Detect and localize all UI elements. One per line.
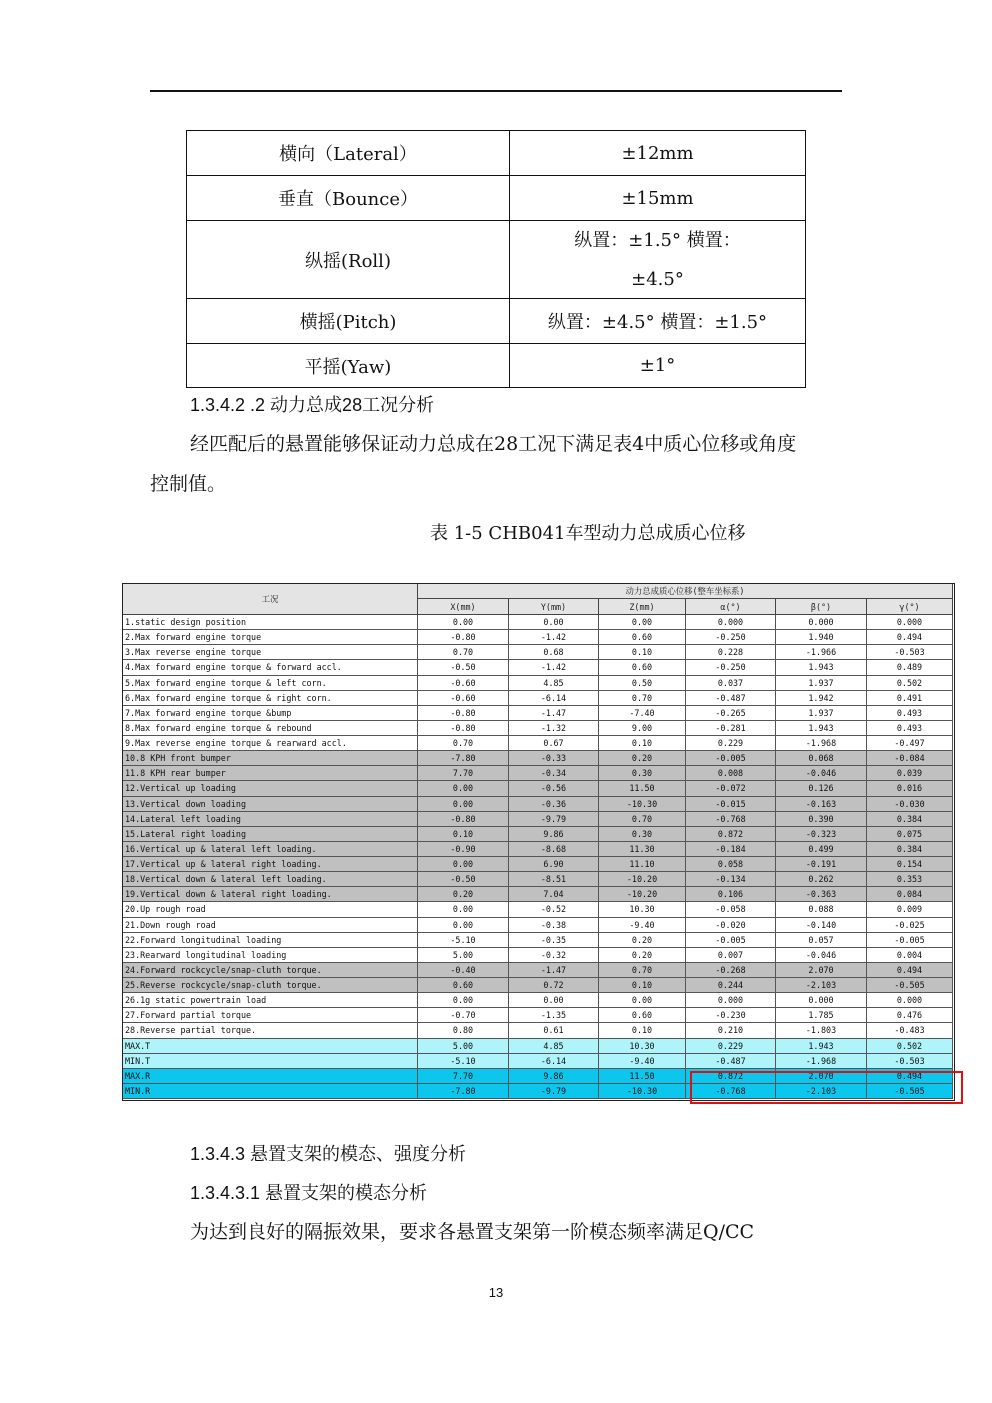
value-cell: -1.42 <box>509 660 599 674</box>
value-cell: 9.86 <box>509 1069 599 1083</box>
value-cell: 6.90 <box>509 857 599 871</box>
table-row <box>123 766 953 781</box>
case-label-cell: MAX.T <box>123 1039 418 1053</box>
case-label-cell: 8.Max forward engine torque & rebound <box>123 721 418 735</box>
table-row <box>123 872 953 887</box>
value-cell: -8.68 <box>509 842 599 856</box>
value-cell: 9.00 <box>599 721 686 735</box>
value-cell: 0.10 <box>599 645 686 659</box>
value-cell: 9.86 <box>509 827 599 841</box>
paragraph-line: 为达到良好的隔振效果，要求各悬置支架第一阶模态频率满足Q/CC <box>190 1221 755 1243</box>
value-cell: -0.250 <box>686 660 776 674</box>
value-cell: -10.30 <box>599 797 686 811</box>
case-label-cell: 6.Max forward engine torque & right corn. <box>123 691 418 705</box>
case-label-cell: 4.Max forward engine torque & forward accl. <box>123 660 418 674</box>
table-row <box>123 676 953 691</box>
case-label-cell: 16.Vertical up & lateral left loading. <box>123 842 418 856</box>
value-cell: -0.80 <box>418 630 509 644</box>
table-row <box>123 1054 953 1069</box>
value-cell: 0.00 <box>509 993 599 1007</box>
column-header-case: 工况 <box>123 584 418 615</box>
value-cell: 10.30 <box>599 1039 686 1053</box>
limits-row-bounce <box>187 176 805 221</box>
case-label-cell: 27.Forward partial torque <box>123 1008 418 1022</box>
case-label-cell: MIN.R <box>123 1084 418 1098</box>
value-cell: -2.103 <box>776 978 867 992</box>
case-label-cell: 19.Vertical down & lateral right loading. <box>123 887 418 901</box>
value-cell: -0.140 <box>776 918 867 932</box>
value-cell: 0.000 <box>867 615 953 629</box>
value-cell: -9.79 <box>509 812 599 826</box>
limits-label: 平摇(Yaw) <box>187 344 510 387</box>
value-cell: -7.40 <box>599 706 686 720</box>
value-cell: 0.872 <box>686 1069 776 1083</box>
value-cell: 0.30 <box>599 766 686 780</box>
value-cell: 0.009 <box>867 902 953 916</box>
value-cell: 1.940 <box>776 630 867 644</box>
paragraph-line: 经匹配后的悬置能够保证动力总成在28工况下满足表4中质心位移或角度 <box>190 433 797 455</box>
value-cell: -0.030 <box>867 797 953 811</box>
value-cell: -0.191 <box>776 857 867 871</box>
value-cell: 0.67 <box>509 736 599 750</box>
table-row <box>123 933 953 948</box>
value-cell: 1.943 <box>776 660 867 674</box>
value-cell: 1.942 <box>776 691 867 705</box>
value-cell: -0.80 <box>418 721 509 735</box>
value-cell: 0.70 <box>418 645 509 659</box>
value-cell: 1.943 <box>776 1039 867 1053</box>
value-cell: 0.70 <box>599 812 686 826</box>
value-cell: 0.20 <box>418 887 509 901</box>
value-cell: 0.007 <box>686 948 776 962</box>
case-label-cell: 14.Lateral left loading <box>123 812 418 826</box>
value-cell: -0.60 <box>418 676 509 690</box>
table-row <box>123 963 953 978</box>
value-cell: 0.493 <box>867 706 953 720</box>
value-cell: 0.70 <box>599 691 686 705</box>
value-cell: 0.60 <box>599 1008 686 1022</box>
limits-value: ±1° <box>639 355 676 376</box>
column-header-x: X(mm) <box>418 599 509 615</box>
value-cell: 0.00 <box>418 797 509 811</box>
case-label-cell: 21.Down rough road <box>123 918 418 932</box>
table-row <box>123 887 953 902</box>
value-cell: -1.803 <box>776 1023 867 1037</box>
column-header-y: Y(mm) <box>509 599 599 615</box>
value-cell: -0.497 <box>867 736 953 750</box>
value-cell: -0.40 <box>418 963 509 977</box>
table-row <box>123 978 953 993</box>
value-cell: 0.000 <box>686 993 776 1007</box>
value-cell: 2.070 <box>776 963 867 977</box>
value-cell: -6.14 <box>509 1054 599 1068</box>
value-cell: -0.50 <box>418 660 509 674</box>
value-cell: 11.30 <box>599 842 686 856</box>
value-cell: 0.494 <box>867 630 953 644</box>
value-cell: 0.262 <box>776 872 867 886</box>
value-cell: 0.00 <box>418 993 509 1007</box>
value-cell: -5.10 <box>418 1054 509 1068</box>
table-row <box>123 691 953 706</box>
table-row <box>123 827 953 842</box>
value-cell: 0.088 <box>776 902 867 916</box>
value-cell: 0.016 <box>867 781 953 795</box>
value-cell: 0.60 <box>599 630 686 644</box>
value-cell: 0.244 <box>686 978 776 992</box>
value-cell: 0.10 <box>599 1023 686 1037</box>
value-cell: -1.32 <box>509 721 599 735</box>
value-cell: 11.50 <box>599 1069 686 1083</box>
value-cell: 0.068 <box>776 751 867 765</box>
value-cell: 0.20 <box>599 751 686 765</box>
table-row <box>123 1023 953 1038</box>
value-cell: 7.70 <box>418 1069 509 1083</box>
table-row <box>123 1039 953 1054</box>
value-cell: 0.10 <box>599 736 686 750</box>
value-cell: 1.937 <box>776 706 867 720</box>
table-row <box>123 902 953 917</box>
case-label-cell: 23.Rearward longitudinal loading <box>123 948 418 962</box>
column-header-z: Z(mm) <box>599 599 686 615</box>
group-header: 动力总成质心位移(整车坐标系) <box>418 584 953 599</box>
value-cell: -0.005 <box>867 933 953 947</box>
motion-limits-table <box>186 130 806 388</box>
value-cell: -9.79 <box>509 1084 599 1098</box>
value-cell: -6.14 <box>509 691 599 705</box>
limits-label: 横向（Lateral） <box>187 131 510 175</box>
value-cell: -1.968 <box>776 736 867 750</box>
value-cell: -0.281 <box>686 721 776 735</box>
value-cell: -0.503 <box>867 1054 953 1068</box>
case-label-cell: 26.1g static powertrain load <box>123 993 418 1007</box>
case-label-cell: 24.Forward rockcycle/snap-cluth torque. <box>123 963 418 977</box>
value-cell: 0.000 <box>776 615 867 629</box>
value-cell: 0.384 <box>867 842 953 856</box>
value-cell: 0.872 <box>686 827 776 841</box>
value-cell: 0.008 <box>686 766 776 780</box>
table-row <box>123 706 953 721</box>
case-label-cell: 13.Vertical down loading <box>123 797 418 811</box>
value-cell: -0.363 <box>776 887 867 901</box>
value-cell: -0.058 <box>686 902 776 916</box>
value-cell: 0.68 <box>509 645 599 659</box>
value-cell: -5.10 <box>418 933 509 947</box>
value-cell: 1.937 <box>776 676 867 690</box>
value-cell: 0.502 <box>867 676 953 690</box>
value-cell: 7.04 <box>509 887 599 901</box>
value-cell: -0.36 <box>509 797 599 811</box>
case-label-cell: 9.Max reverse engine torque & rearward accl. <box>123 736 418 750</box>
table-row <box>123 751 953 766</box>
value-cell: -7.80 <box>418 1084 509 1098</box>
value-cell: 0.502 <box>867 1039 953 1053</box>
value-cell: -0.046 <box>776 948 867 962</box>
value-cell: 0.80 <box>418 1023 509 1037</box>
value-cell: -0.072 <box>686 781 776 795</box>
value-cell: 0.000 <box>686 615 776 629</box>
table-row <box>123 797 953 812</box>
value-cell: 0.72 <box>509 978 599 992</box>
table-row <box>123 857 953 872</box>
column-header-beta: β(°) <box>776 599 867 615</box>
value-cell: 5.00 <box>418 1039 509 1053</box>
case-label-cell: 1.static design position <box>123 615 418 629</box>
value-cell: -0.230 <box>686 1008 776 1022</box>
case-label-cell: 17.Vertical up & lateral right loading. <box>123 857 418 871</box>
value-cell: -0.768 <box>686 812 776 826</box>
value-cell: 0.20 <box>599 948 686 962</box>
value-cell: -0.020 <box>686 918 776 932</box>
value-cell: -0.184 <box>686 842 776 856</box>
table-row <box>123 645 953 660</box>
value-cell: -0.268 <box>686 963 776 977</box>
case-label-cell: 7.Max forward engine torque &bump <box>123 706 418 720</box>
limits-value <box>510 221 805 298</box>
value-cell: -1.966 <box>776 645 867 659</box>
value-cell: 0.057 <box>776 933 867 947</box>
case-label-cell: 5.Max forward engine torque & left corn. <box>123 676 418 690</box>
value-cell: 0.00 <box>599 615 686 629</box>
value-cell: -10.20 <box>599 872 686 886</box>
table-row <box>123 918 953 933</box>
displacement-table <box>122 583 955 1101</box>
value-cell: 0.075 <box>867 827 953 841</box>
value-cell: 1.943 <box>776 721 867 735</box>
value-cell: 0.229 <box>686 1039 776 1053</box>
value-cell: 0.493 <box>867 721 953 735</box>
value-cell: -0.80 <box>418 812 509 826</box>
value-cell: 0.491 <box>867 691 953 705</box>
value-cell: 0.229 <box>686 736 776 750</box>
value-cell: -0.33 <box>509 751 599 765</box>
value-cell: 0.60 <box>418 978 509 992</box>
table-row <box>123 812 953 827</box>
value-cell: 11.10 <box>599 857 686 871</box>
value-cell: -2.103 <box>776 1084 867 1098</box>
value-cell: -0.52 <box>509 902 599 916</box>
table-row <box>123 615 953 630</box>
value-cell: 0.084 <box>867 887 953 901</box>
value-cell: -1.47 <box>509 706 599 720</box>
value-cell: 0.476 <box>867 1008 953 1022</box>
value-cell: 0.000 <box>776 993 867 1007</box>
value-cell: 5.00 <box>418 948 509 962</box>
case-label-cell: 18.Vertical down & lateral left loading. <box>123 872 418 886</box>
case-label-cell: 12.Vertical up loading <box>123 781 418 795</box>
value-cell: 0.499 <box>776 842 867 856</box>
value-cell: -0.323 <box>776 827 867 841</box>
value-cell: -0.487 <box>686 1054 776 1068</box>
value-cell: -0.015 <box>686 797 776 811</box>
value-cell: -0.90 <box>418 842 509 856</box>
column-header-alpha: α(°) <box>686 599 776 615</box>
limits-row-lateral <box>187 131 805 176</box>
table-row <box>123 1008 953 1023</box>
value-cell: 0.154 <box>867 857 953 871</box>
value-cell: 0.039 <box>867 766 953 780</box>
limits-label: 纵摇(Roll) <box>187 221 510 298</box>
value-cell: -0.005 <box>686 751 776 765</box>
value-cell: -10.30 <box>599 1084 686 1098</box>
value-cell: -0.70 <box>418 1008 509 1022</box>
value-cell: 11.50 <box>599 781 686 795</box>
value-cell: 0.004 <box>867 948 953 962</box>
value-cell: -0.487 <box>686 691 776 705</box>
value-cell: 0.228 <box>686 645 776 659</box>
page-number: 13 <box>488 1285 504 1300</box>
value-cell: -0.265 <box>686 706 776 720</box>
limits-row-yaw <box>187 344 805 387</box>
value-cell: -1.47 <box>509 963 599 977</box>
limits-value: 纵置：±4.5° 横置：±1.5° <box>547 312 768 333</box>
value-cell: -9.40 <box>599 918 686 932</box>
case-label-cell: 28.Reverse partial torque. <box>123 1023 418 1037</box>
case-label-cell: 10.8 KPH front bumper <box>123 751 418 765</box>
case-label-cell: 15.Lateral right loading <box>123 827 418 841</box>
value-cell: -0.80 <box>418 706 509 720</box>
value-cell: 0.494 <box>867 1069 953 1083</box>
limits-label: 垂直（Bounce） <box>187 176 510 220</box>
limits-value: ±15mm <box>621 187 694 209</box>
value-cell: 0.106 <box>686 887 776 901</box>
value-cell: 0.00 <box>418 857 509 871</box>
table-row <box>123 842 953 857</box>
limits-row-pitch <box>187 299 805 344</box>
value-cell: 0.210 <box>686 1023 776 1037</box>
subsection-heading: 1.3.4.3.1 悬置支架的模态分析 <box>190 1183 428 1203</box>
case-label-cell: 20.Up rough road <box>123 902 418 916</box>
value-cell: 1.785 <box>776 1008 867 1022</box>
value-cell: -0.005 <box>686 933 776 947</box>
section-heading: 1.3.4.2 .2 动力总成28工况分析 <box>190 395 435 415</box>
case-label-cell: MIN.T <box>123 1054 418 1068</box>
case-label-cell: MAX.R <box>123 1069 418 1083</box>
value-cell: 0.00 <box>418 918 509 932</box>
value-cell: -0.768 <box>686 1084 776 1098</box>
value-cell: 7.70 <box>418 766 509 780</box>
limits-label: 横摇(Pitch) <box>187 299 510 343</box>
table-row <box>123 660 953 675</box>
value-cell: 0.10 <box>599 978 686 992</box>
value-cell: -1.42 <box>509 630 599 644</box>
value-cell: -0.56 <box>509 781 599 795</box>
value-cell: 0.61 <box>509 1023 599 1037</box>
table-row <box>123 736 953 751</box>
value-cell: 0.494 <box>867 963 953 977</box>
value-cell: -0.134 <box>686 872 776 886</box>
value-cell: 0.00 <box>509 615 599 629</box>
case-label-cell: 3.Max reverse engine torque <box>123 645 418 659</box>
value-cell: 0.384 <box>867 812 953 826</box>
value-cell: -0.046 <box>776 766 867 780</box>
header-rule <box>150 90 842 92</box>
limits-value: ±12mm <box>621 142 694 164</box>
value-cell: 0.353 <box>867 872 953 886</box>
value-cell: 0.20 <box>599 933 686 947</box>
value-cell: 4.85 <box>509 676 599 690</box>
table-row <box>123 630 953 645</box>
value-cell: -0.163 <box>776 797 867 811</box>
value-cell: -0.025 <box>867 918 953 932</box>
value-cell: 0.00 <box>418 615 509 629</box>
value-cell: 0.000 <box>867 993 953 1007</box>
value-cell: -0.32 <box>509 948 599 962</box>
value-cell: -0.250 <box>686 630 776 644</box>
value-cell: -0.38 <box>509 918 599 932</box>
value-cell: 4.85 <box>509 1039 599 1053</box>
value-cell: -0.50 <box>418 872 509 886</box>
value-cell: 0.70 <box>418 736 509 750</box>
value-cell: -0.503 <box>867 645 953 659</box>
value-cell: -0.505 <box>867 1084 953 1098</box>
value-cell: 0.390 <box>776 812 867 826</box>
limits-value-line2: ±4.5° <box>631 268 684 290</box>
column-header-gamma: γ(°) <box>867 599 953 615</box>
value-cell: -0.60 <box>418 691 509 705</box>
value-cell: -0.35 <box>509 933 599 947</box>
value-cell: 0.489 <box>867 660 953 674</box>
case-label-cell: 11.8 KPH rear bumper <box>123 766 418 780</box>
value-cell: 0.30 <box>599 827 686 841</box>
value-cell: 0.70 <box>599 963 686 977</box>
case-label-cell: 2.Max forward engine torque <box>123 630 418 644</box>
value-cell: 0.00 <box>599 993 686 1007</box>
value-cell: 0.50 <box>599 676 686 690</box>
value-cell: 0.10 <box>418 827 509 841</box>
value-cell: -0.483 <box>867 1023 953 1037</box>
limits-value-line1: 纵置：±1.5° 横置： <box>574 229 741 251</box>
value-cell: -0.084 <box>867 751 953 765</box>
table-row <box>123 948 953 963</box>
value-cell: 0.126 <box>776 781 867 795</box>
case-label-cell: 25.Reverse rockcycle/snap-cluth torque. <box>123 978 418 992</box>
value-cell: 0.00 <box>418 781 509 795</box>
value-cell: -7.80 <box>418 751 509 765</box>
value-cell: -9.40 <box>599 1054 686 1068</box>
section-heading: 1.3.4.3 悬置支架的模态、强度分析 <box>190 1144 467 1164</box>
value-cell: 0.00 <box>418 902 509 916</box>
table-caption: 表 1-5 CHB041车型动力总成质心位移 <box>430 523 746 544</box>
value-cell: -1.968 <box>776 1054 867 1068</box>
value-cell: -8.51 <box>509 872 599 886</box>
value-cell: -0.505 <box>867 978 953 992</box>
value-cell: 0.058 <box>686 857 776 871</box>
value-cell: 10.30 <box>599 902 686 916</box>
case-label-cell: 22.Forward longitudinal loading <box>123 933 418 947</box>
value-cell: -0.34 <box>509 766 599 780</box>
limits-row-roll <box>187 221 805 299</box>
highlight-box <box>690 1071 963 1104</box>
value-cell: 0.037 <box>686 676 776 690</box>
paragraph-line: 控制值。 <box>150 473 227 495</box>
value-cell: 2.070 <box>776 1069 867 1083</box>
table-row <box>123 721 953 736</box>
value-cell: -10.20 <box>599 887 686 901</box>
value-cell: 0.60 <box>599 660 686 674</box>
table-row <box>123 781 953 796</box>
value-cell: -1.35 <box>509 1008 599 1022</box>
table-row <box>123 993 953 1008</box>
